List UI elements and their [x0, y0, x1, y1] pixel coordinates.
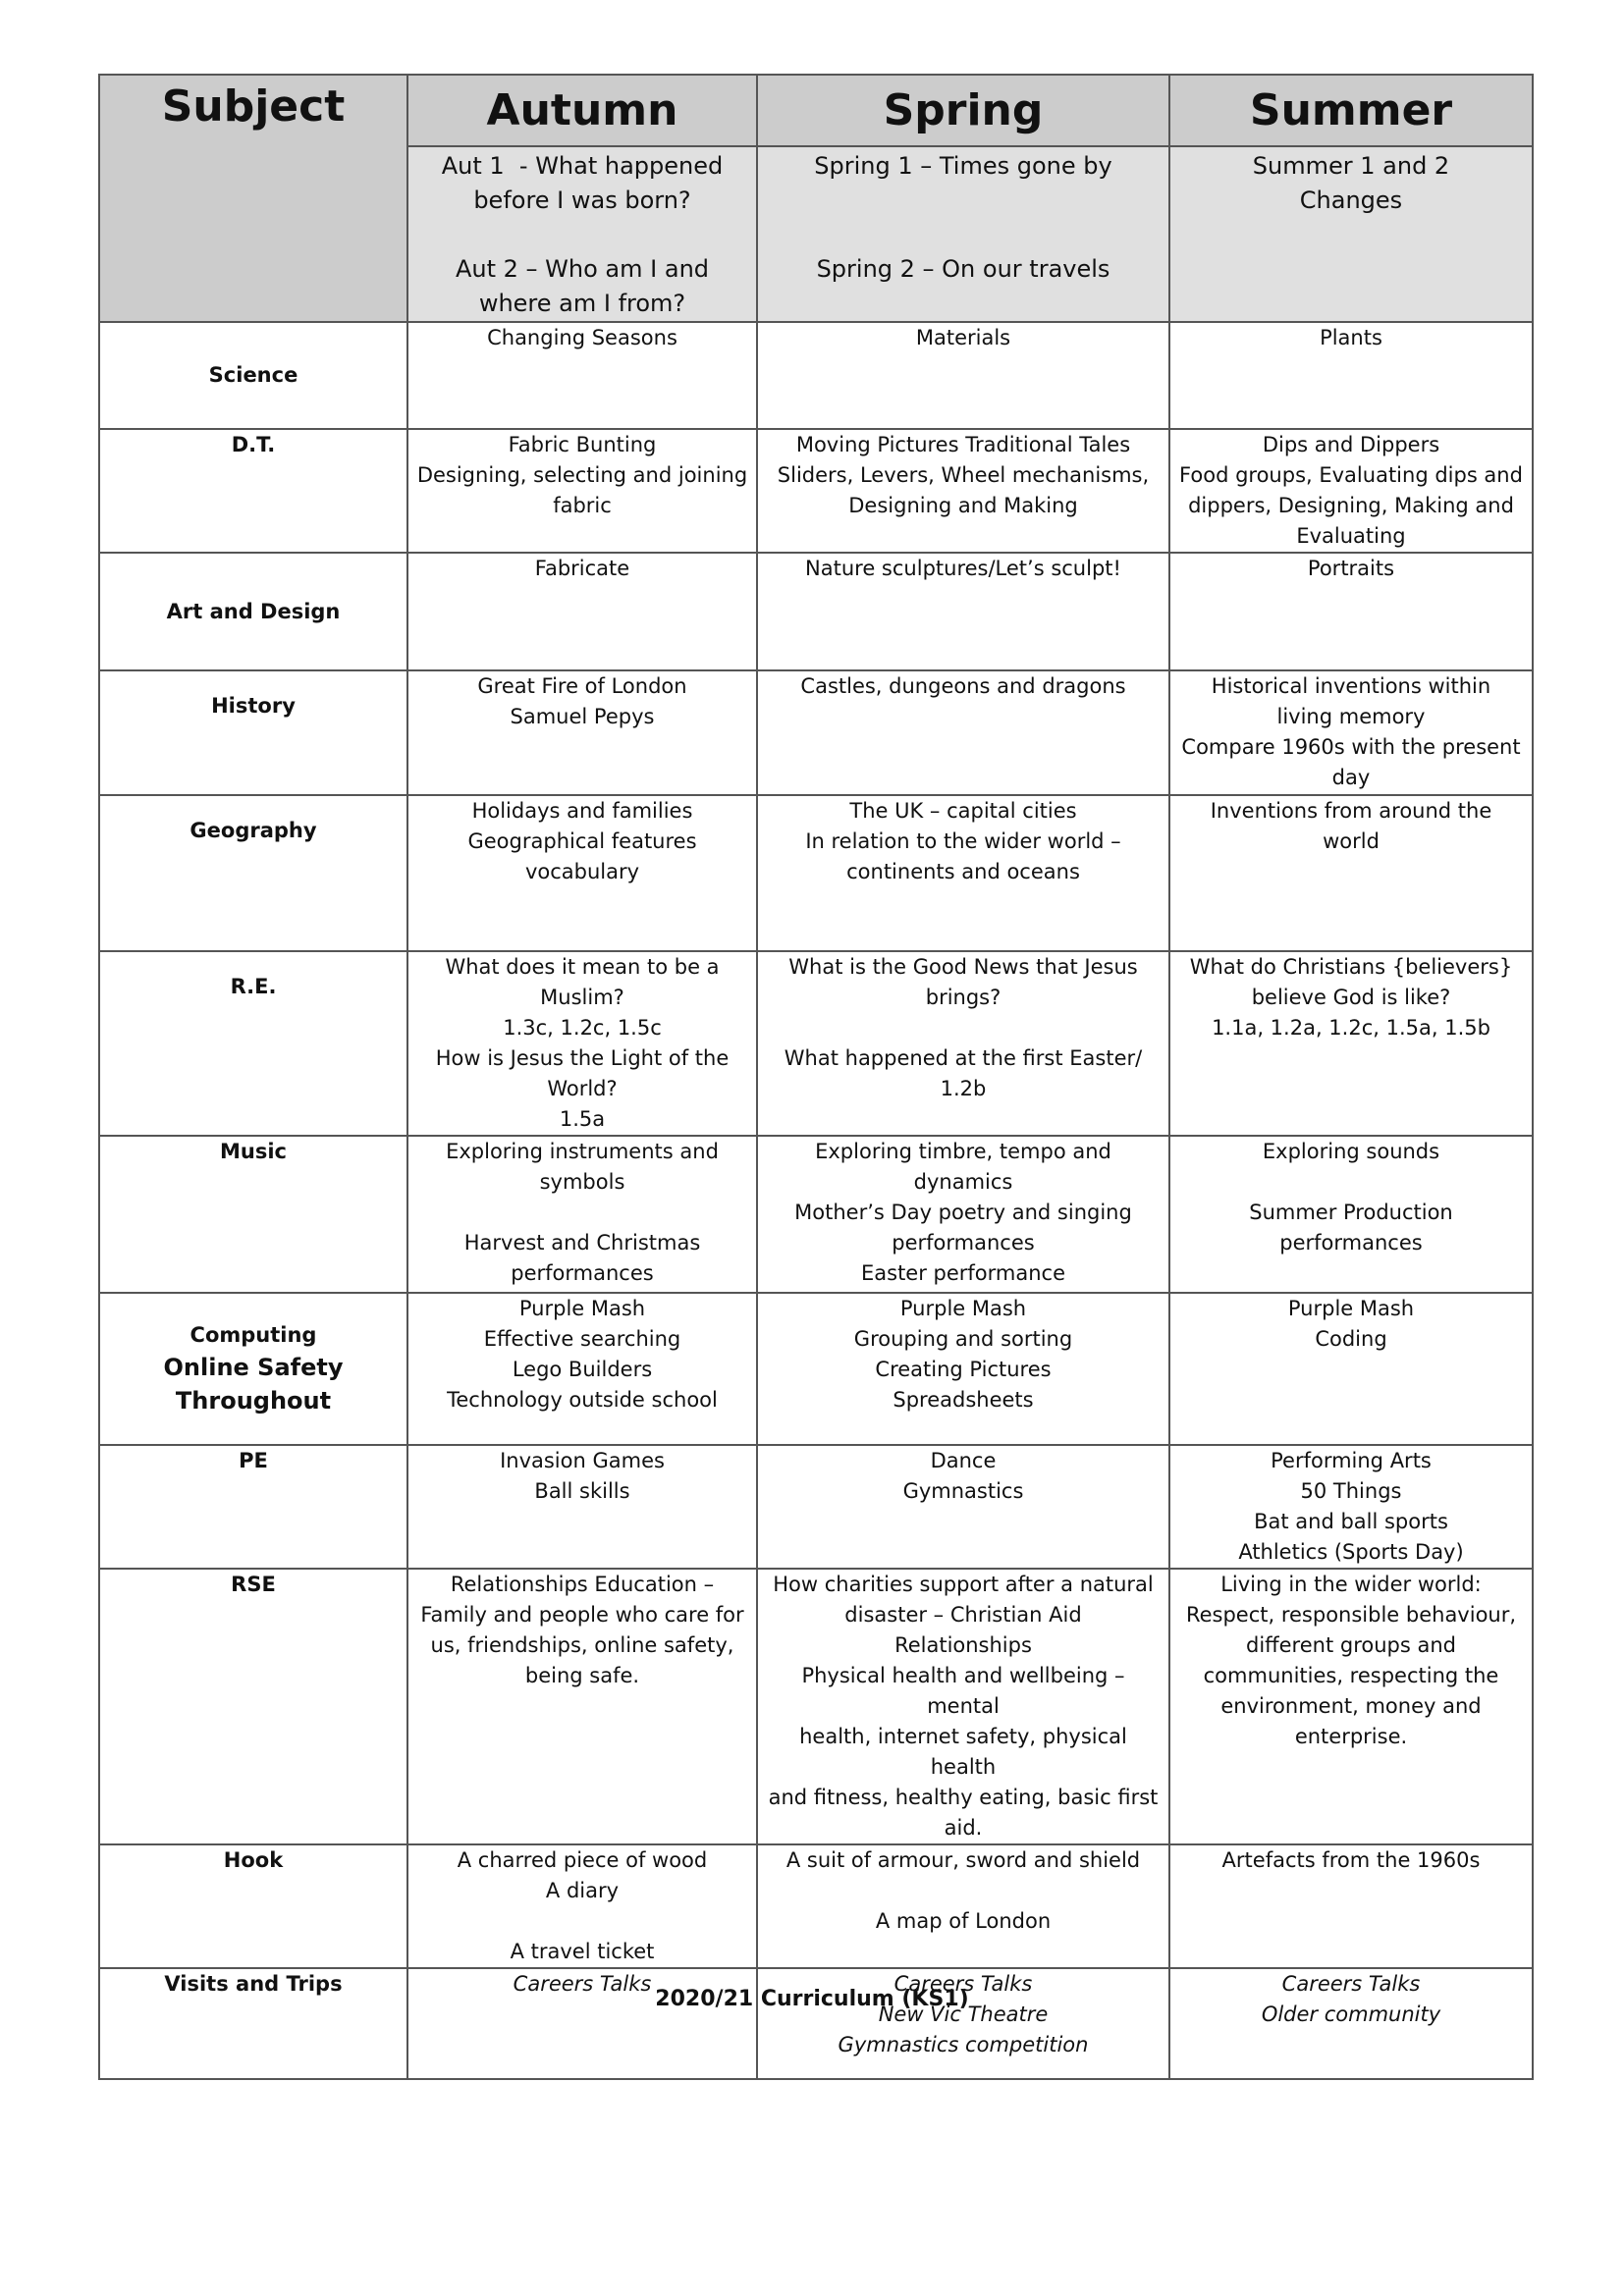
cell-line: Purple Mash [518, 1297, 646, 1320]
subject-geography [99, 795, 407, 951]
cell-line: Exploring instruments and [446, 1140, 719, 1163]
cell-line: Relationships Education – [450, 1573, 715, 1596]
cell-line: Dance [930, 1449, 997, 1472]
cell-line: Careers Talks [1281, 1972, 1421, 1996]
cell-line: Materials [915, 326, 1011, 349]
cell-line [414, 1198, 750, 1228]
row-dt [99, 429, 1533, 553]
cell-line: Online Safety [163, 1354, 344, 1381]
cell-line: The UK – capital cities [849, 799, 1077, 823]
cell-line: performances [892, 1231, 1035, 1255]
cell-line: Throughout [175, 1387, 332, 1415]
cell-re-summer [1169, 951, 1533, 1136]
cell-music-autumn [407, 1136, 757, 1293]
row-geography [99, 795, 1533, 951]
cell-line [1176, 1167, 1526, 1198]
cell-line: Summer Production [1249, 1201, 1453, 1224]
cell-line: Inventions from around the [1210, 799, 1492, 823]
cell-rse-spring [757, 1569, 1169, 1844]
cell-geography-spring [757, 795, 1169, 951]
cell-line: living memory [1276, 705, 1426, 728]
cell-dt-spring [757, 429, 1169, 553]
cell-line: 1.5a [559, 1107, 606, 1131]
cell-line: Mother’s Day poetry and singing [794, 1201, 1132, 1224]
cell-line: vocabulary [524, 860, 640, 883]
cell-line: Technology outside school [447, 1388, 718, 1412]
subject-header: Subject [99, 75, 407, 322]
cell-line: Invasion Games [500, 1449, 665, 1472]
cell-visits-summer [1169, 1968, 1533, 2079]
cell-line: Music [220, 1140, 287, 1163]
cell-line: Computing [189, 1323, 317, 1347]
cell-line: Evaluating [1296, 524, 1406, 548]
row-history [99, 670, 1533, 795]
cell-line: Exploring timbre, tempo and [815, 1140, 1111, 1163]
cell-line: Visits and Trips [164, 1972, 343, 1996]
row-hook [99, 1844, 1533, 1968]
cell-line: Geography [189, 819, 317, 842]
cell-pe-spring [757, 1445, 1169, 1569]
cell-line: Holidays and families [471, 799, 693, 823]
cell-line: Science [208, 363, 298, 387]
cell-line [764, 1876, 1163, 1906]
row-visits [99, 1968, 1533, 2079]
cell-line [414, 218, 750, 252]
subject-dt [99, 429, 407, 553]
cell-line [414, 1906, 750, 1937]
cell-line: Aut 1 - What happened [441, 152, 724, 180]
cell-line: Spring 2 – On our travels [816, 255, 1110, 283]
cell-science-spring [757, 322, 1169, 429]
cell-line: Compare 1960s with the present [1181, 735, 1521, 759]
subject-re [99, 951, 407, 1136]
cell-dt-autumn [407, 429, 757, 553]
cell-line: What do Christians {believers} [1189, 955, 1513, 979]
cell-line: Castles, dungeons and dragons [800, 674, 1126, 698]
cell-line: A diary [545, 1879, 620, 1902]
cell-history-autumn [407, 670, 757, 795]
cell-line: performances [1279, 1231, 1423, 1255]
cell-line: Respect, responsible behaviour, [1185, 1603, 1517, 1627]
header-row [99, 75, 1533, 146]
cell-line: Physical health and wellbeing – mental [801, 1664, 1132, 1718]
cell-line: being safe. [524, 1664, 640, 1687]
cell-line: and fitness, healthy eating, basic first aid. [768, 1786, 1165, 1840]
cell-line: New Vic Theatre [878, 2002, 1049, 2026]
curriculum-table [98, 74, 1534, 2080]
cell-line: Nature sculptures/Let’s sculpt! [805, 557, 1121, 580]
cell-line: 1.2b [940, 1077, 987, 1100]
cell-line: Samuel Pepys [510, 705, 655, 728]
row-art [99, 553, 1533, 670]
cell-line: enterprise. [1294, 1725, 1408, 1748]
subject-computing [99, 1293, 407, 1445]
cell-line: D.T. [231, 433, 276, 456]
spring-header: Spring [757, 75, 1169, 146]
subject-science [99, 322, 407, 429]
cell-line: A map of London [875, 1909, 1052, 1933]
row-music [99, 1136, 1533, 1293]
cell-visits-autumn [407, 1968, 757, 2079]
cell-line: where am I from? [478, 290, 686, 317]
cell-line: In relation to the wider world – [805, 829, 1121, 853]
cell-line: RSE [231, 1573, 276, 1596]
cell-re-autumn [407, 951, 757, 1136]
cell-line: R.E. [230, 975, 277, 998]
summer-topics [1169, 146, 1533, 322]
cell-line: Performing Arts [1271, 1449, 1432, 1472]
cell-line: Bat and ball sports [1254, 1510, 1448, 1533]
cell-line: dynamics [913, 1170, 1013, 1194]
cell-science-summer [1169, 322, 1533, 429]
cell-line [764, 1013, 1163, 1043]
cell-hook-autumn [407, 1844, 757, 1968]
cell-line: World? [547, 1077, 618, 1100]
cell-line: Purple Mash [1287, 1297, 1415, 1320]
subject-rse [99, 1569, 407, 1844]
cell-music-summer [1169, 1136, 1533, 1293]
cell-line: 1.1a, 1.2a, 1.2c, 1.5a, 1.5b [1212, 1016, 1490, 1040]
cell-history-spring [757, 670, 1169, 795]
cell-line: Fabric Bunting [508, 433, 657, 456]
cell-line: 1.3c, 1.2c, 1.5c [503, 1016, 662, 1040]
cell-line: continents and oceans [846, 860, 1080, 883]
cell-line [764, 184, 1163, 218]
cell-line: Family and people who care for [420, 1603, 744, 1627]
cell-line: How is Jesus the Light of the [435, 1046, 730, 1070]
subject-art [99, 553, 407, 670]
autumn-header: Autumn [407, 75, 757, 146]
cell-rse-summer [1169, 1569, 1533, 1844]
cell-line: us, friendships, online safety, [430, 1633, 734, 1657]
cell-science-autumn [407, 322, 757, 429]
subject-hook [99, 1844, 407, 1968]
cell-line: communities, respecting the [1203, 1664, 1499, 1687]
cell-hook-spring [757, 1844, 1169, 1968]
subject-history [99, 670, 407, 795]
row-computing [99, 1293, 1533, 1445]
cell-line [764, 218, 1163, 252]
cell-line: Grouping and sorting [853, 1327, 1073, 1351]
cell-line: History [211, 694, 296, 718]
cell-line: brings? [925, 986, 1001, 1009]
cell-line: Hook [223, 1848, 284, 1872]
cell-line: Dips and Dippers [1262, 433, 1440, 456]
cell-line: Careers Talks [893, 1972, 1033, 1996]
cell-line: Portraits [1307, 557, 1395, 580]
cell-line: What is the Good News that Jesus [788, 955, 1138, 979]
cell-history-summer [1169, 670, 1533, 795]
cell-line: What happened at the first Easter/ [784, 1046, 1143, 1070]
cell-line: Muslim? [540, 986, 624, 1009]
cell-line: Plants [1320, 326, 1382, 349]
cell-art-spring [757, 553, 1169, 670]
cell-line: environment, money and [1220, 1694, 1482, 1718]
cell-line: Moving Pictures Traditional Tales [795, 433, 1131, 456]
cell-line: Purple Mash [899, 1297, 1027, 1320]
cell-line: performances [511, 1261, 654, 1285]
cell-dt-summer [1169, 429, 1533, 553]
cell-line: Gymnastics [902, 1479, 1024, 1503]
cell-line: Art and Design [166, 599, 341, 623]
cell-line: Older community [1261, 2002, 1441, 2026]
cell-line: 50 Things [1300, 1479, 1402, 1503]
cell-line: Changes [1299, 187, 1403, 214]
cell-art-summer [1169, 553, 1533, 670]
cell-line: A suit of armour, sword and shield [785, 1848, 1141, 1872]
cell-line: What does it mean to be a [445, 955, 720, 979]
cell-geography-autumn [407, 795, 757, 951]
cell-line: Effective searching [483, 1327, 681, 1351]
subject-visits [99, 1968, 407, 2079]
cell-pe-autumn [407, 1445, 757, 1569]
row-re [99, 951, 1533, 1136]
cell-line: Gymnastics competition [838, 2033, 1089, 2056]
cell-line: fabric [553, 494, 612, 517]
cell-line: Exploring sounds [1262, 1140, 1440, 1163]
cell-line: Living in the wider world: [1220, 1573, 1482, 1596]
cell-line: A travel ticket [510, 1940, 655, 1963]
summer-header: Summer [1169, 75, 1533, 146]
cell-line: Spring 1 – Times gone by [814, 152, 1112, 180]
subject-pe [99, 1445, 407, 1569]
cell-line: world [1323, 829, 1380, 853]
cell-line: Athletics (Sports Day) [1238, 1540, 1464, 1564]
cell-line: Spreadsheets [893, 1388, 1034, 1412]
row-rse [99, 1569, 1533, 1844]
cell-line: Designing, selecting and joining [416, 463, 748, 487]
cell-line: symbols [539, 1170, 625, 1194]
cell-line: Harvest and Christmas [463, 1231, 701, 1255]
cell-line: Changing Seasons [487, 326, 677, 349]
page-footer-title: 2020/21 Curriculum (KS1) [655, 1987, 969, 2011]
cell-line: believe God is like? [1251, 986, 1451, 1009]
cell-line: Summer 1 and 2 [1252, 152, 1450, 180]
cell-music-spring [757, 1136, 1169, 1293]
cell-hook-summer [1169, 1844, 1533, 1968]
cell-line: Fabricate [534, 557, 630, 580]
cell-line: A charred piece of wood [457, 1848, 708, 1872]
cell-computing-spring [757, 1293, 1169, 1445]
cell-computing-summer [1169, 1293, 1533, 1445]
autumn-topics [407, 146, 757, 322]
subject-music [99, 1136, 407, 1293]
cell-line: different groups and [1246, 1633, 1456, 1657]
cell-line: How charities support after a natural [773, 1573, 1154, 1596]
cell-line: dippers, Designing, Making and [1188, 494, 1514, 517]
cell-line: Creating Pictures [875, 1358, 1052, 1381]
cell-line: Food groups, Evaluating dips and [1179, 463, 1523, 487]
cell-line: Geographical features [467, 829, 697, 853]
cell-line: health, internet safety, physical health [799, 1725, 1134, 1779]
cell-line: day [1331, 766, 1371, 789]
cell-line: Ball skills [534, 1479, 630, 1503]
cell-line: before I was born? [473, 187, 691, 214]
cell-art-autumn [407, 553, 757, 670]
cell-line: Careers Talks [513, 1972, 652, 1996]
cell-line: Coding [1315, 1327, 1387, 1351]
cell-computing-autumn [407, 1293, 757, 1445]
cell-line: Easter performance [860, 1261, 1066, 1285]
cell-line: Artefacts from the 1960s [1221, 1848, 1481, 1872]
cell-line: Great Fire of London [477, 674, 687, 698]
curriculum-page [98, 74, 1532, 2080]
row-science [99, 322, 1533, 429]
cell-line: disaster – Christian Aid [844, 1603, 1082, 1627]
cell-line: Relationships [894, 1633, 1032, 1657]
cell-line: Lego Builders [512, 1358, 653, 1381]
cell-geography-summer [1169, 795, 1533, 951]
cell-pe-summer [1169, 1445, 1533, 1569]
cell-line: Aut 2 – Who am I and [455, 255, 710, 283]
cell-line: Sliders, Levers, Wheel mechanisms, [777, 463, 1150, 487]
cell-line: Historical inventions within [1211, 674, 1491, 698]
row-pe [99, 1445, 1533, 1569]
cell-re-spring [757, 951, 1169, 1136]
cell-line: PE [239, 1449, 268, 1472]
cell-rse-autumn [407, 1569, 757, 1844]
cell-visits-spring [757, 1968, 1169, 2079]
cell-line: Designing and Making [848, 494, 1078, 517]
spring-topics [757, 146, 1169, 322]
